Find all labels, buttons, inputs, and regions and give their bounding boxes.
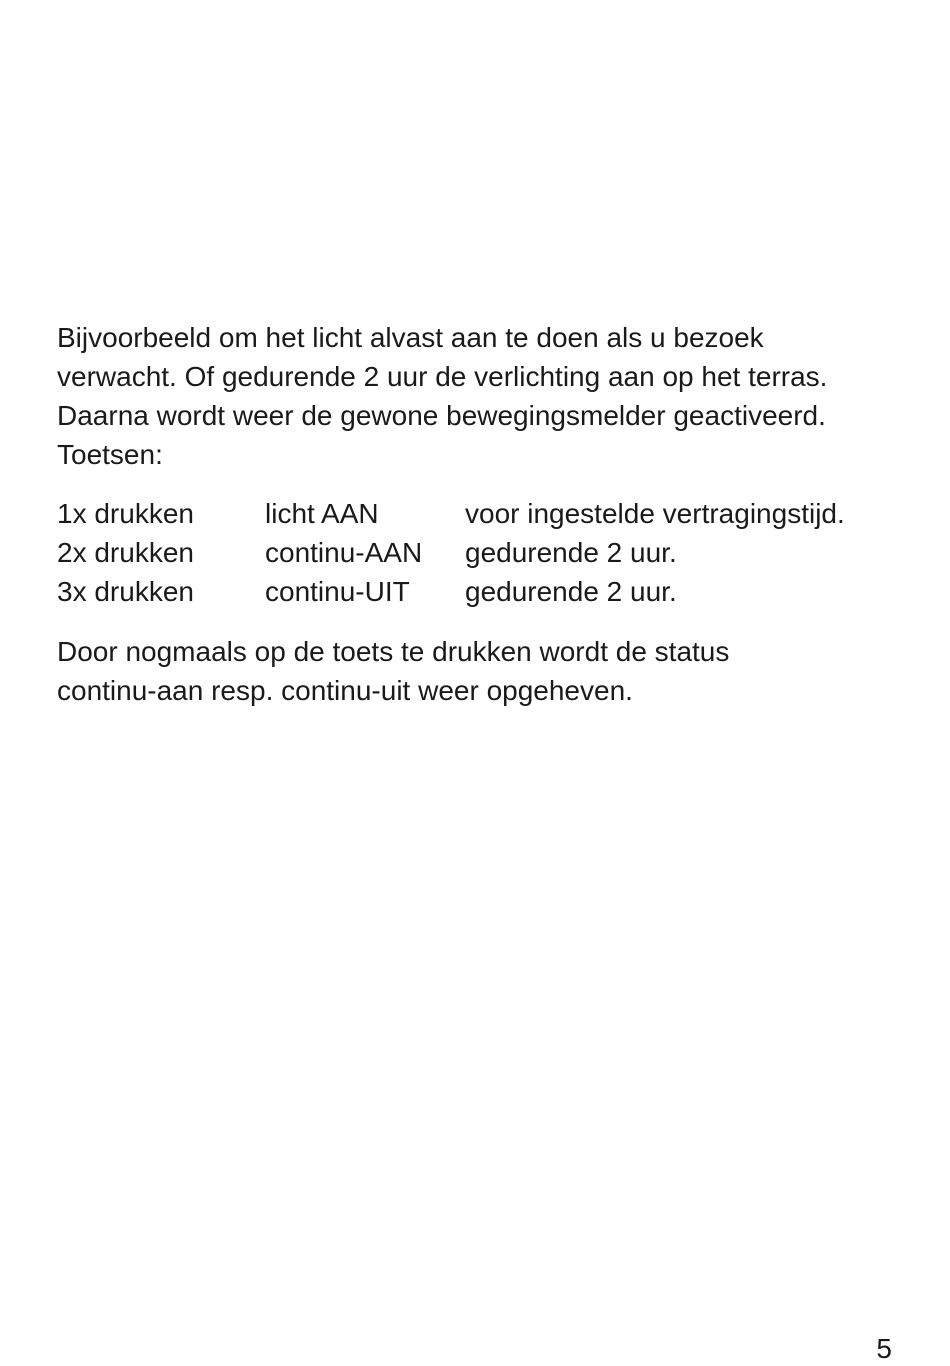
duration-cell: voor ingestelde vertragingstijd. [465,498,845,529]
key-press-table [57,494,845,611]
outro-line: Door nogmaals op de toets te drukken wordt de status [57,636,730,667]
intro-line: Daarna wordt weer de gewone bewegingsmelder geactiveerd. [57,400,826,431]
light-state-cell: licht AAN [265,498,379,529]
outro-line: continu-aan resp. continu-uit weer opgeheven. [57,675,633,706]
keys-heading: Toetsen: [57,439,163,470]
outro-paragraph [57,632,937,710]
intro-line: verwacht. Of gedurende 2 uur de verlichting aan op het terras. [57,361,828,392]
intro-paragraph [57,318,937,474]
intro-line: Bijvoorbeeld om het licht alvast aan te doen als u bezoek [57,322,764,353]
duration-cell: gedurende 2 uur. [465,576,677,607]
light-state-cell: continu-AAN [265,537,423,568]
duration-cell: gedurende 2 uur. [465,537,677,568]
light-state-cell: continu-UIT [265,576,410,607]
press-count-cell: 3x drukken [57,576,194,607]
table-row [57,533,845,572]
press-count-cell: 1x drukken [57,498,194,529]
page-number: 5 [876,1333,892,1364]
table-row [57,494,845,533]
press-count-cell: 2x drukken [57,537,194,568]
table-row [57,572,845,611]
